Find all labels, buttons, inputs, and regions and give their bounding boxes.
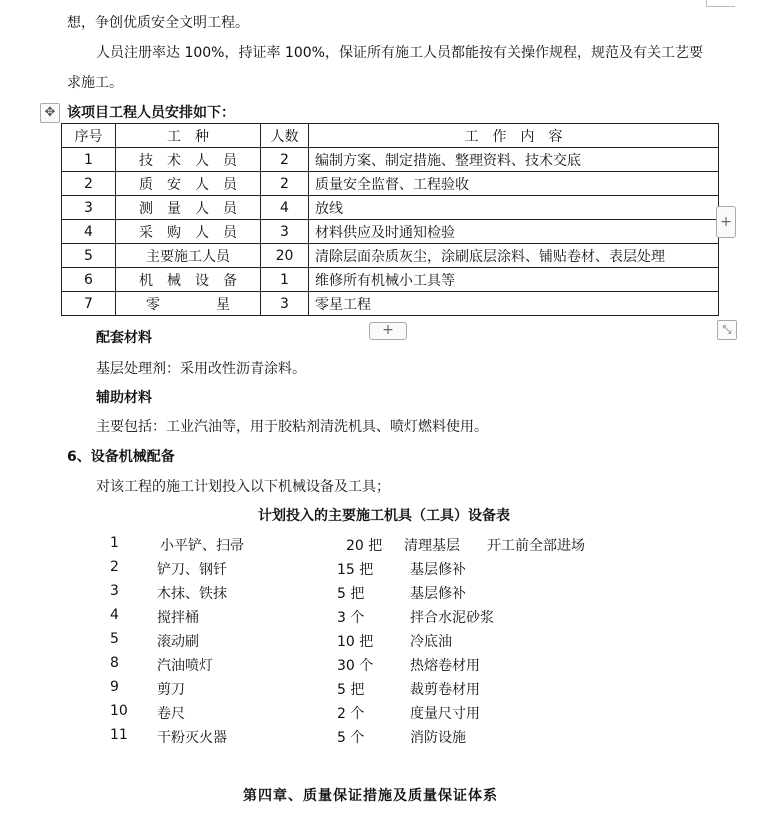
add-row-button[interactable]: + — [369, 322, 407, 340]
add-column-button[interactable]: + — [716, 206, 736, 238]
equip-qty: 30 个 — [337, 658, 374, 674]
equip-no: 5 — [110, 631, 119, 647]
cell-count: 3 — [261, 220, 309, 244]
cell-no: 4 — [62, 220, 116, 244]
cell-type: 机 械 设 备 — [116, 268, 261, 292]
equip-use: 拌合水泥砂浆 — [410, 610, 494, 626]
cell-type: 采 购 人 员 — [116, 220, 261, 244]
table-move-icon[interactable]: ✥ — [40, 103, 60, 123]
cell-content: 编制方案、制定措施、整理资料、技术交底 — [309, 148, 719, 172]
chapter-heading: 第四章、质量保证措施及质量保证体系 — [243, 788, 498, 804]
equip-qty: 2 个 — [337, 706, 365, 722]
table-row — [62, 220, 719, 244]
table-row — [62, 148, 719, 172]
table-resize-icon[interactable]: ⤡ — [717, 320, 737, 340]
equip-qty: 5 把 — [337, 586, 365, 602]
cell-content: 维修所有机械小工具等 — [309, 268, 719, 292]
cell-content: 质量安全监督、工程验收 — [309, 172, 719, 196]
list-item — [0, 679, 778, 703]
cell-count: 4 — [261, 196, 309, 220]
paragraph-2: 人员注册率达 100%，持证率 100%，保证所有施工人员都能按有关操作规程，规范及有关工艺要 — [96, 45, 703, 61]
equip-no: 3 — [110, 583, 119, 599]
page-corner-mark — [706, 0, 735, 7]
equip-no: 8 — [110, 655, 119, 671]
cell-type: 零 星 — [116, 292, 261, 316]
cell-type: 测 量 人 员 — [116, 196, 261, 220]
equip-name: 搅拌桶 — [157, 610, 199, 626]
list-item — [0, 559, 778, 583]
list-item — [0, 631, 778, 655]
equip-no: 9 — [110, 679, 119, 695]
staff-heading: 该项目工程人员安排如下： — [67, 105, 235, 121]
equip-name: 小平铲、扫帚 — [160, 538, 244, 554]
paragraph-3: 求施工。 — [67, 75, 123, 91]
equip-use: 清理基层 — [404, 538, 460, 554]
equip-name: 干粉灭火器 — [157, 730, 227, 746]
cell-content: 材料供应及时通知检验 — [309, 220, 719, 244]
header-count: 人数 — [261, 124, 309, 148]
equip-qty: 20 把 — [346, 538, 383, 554]
cell-no: 2 — [62, 172, 116, 196]
equip-qty: 3 个 — [337, 610, 365, 626]
section-heading: 6、设备机械配备 — [67, 449, 175, 465]
equip-name: 剪刀 — [157, 682, 185, 698]
cell-count: 20 — [261, 244, 309, 268]
equip-use: 热熔卷材用 — [410, 658, 480, 674]
equip-no: 4 — [110, 607, 119, 623]
equip-name: 滚动刷 — [157, 634, 199, 650]
equip-use: 消防设施 — [410, 730, 466, 746]
table-row — [62, 244, 719, 268]
staff-table — [61, 123, 719, 316]
cell-no: 5 — [62, 244, 116, 268]
table-row — [62, 172, 719, 196]
cell-no: 7 — [62, 292, 116, 316]
paragraph-1: 想，争创优质安全文明工程。 — [67, 15, 249, 31]
cell-type: 技 术 人 员 — [116, 148, 261, 172]
aux-heading: 辅助材料 — [96, 390, 152, 406]
equip-no: 2 — [110, 559, 119, 575]
equip-no: 1 — [110, 535, 119, 551]
cell-content: 放线 — [309, 196, 719, 220]
equip-name: 卷尺 — [157, 706, 185, 722]
table-header-row — [62, 124, 719, 148]
equip-no: 10 — [110, 703, 128, 719]
aux-text: 主要包括：工业汽油等，用于胶粘剂清洗机具、喷灯燃料使用。 — [96, 419, 488, 435]
equip-name: 汽油喷灯 — [157, 658, 213, 674]
table-row — [62, 292, 719, 316]
material-text: 基层处理剂：采用改性沥青涂料。 — [96, 361, 306, 377]
cell-type: 主要施工人员 — [116, 244, 261, 268]
equip-qty: 10 把 — [337, 634, 374, 650]
equip-use: 基层修补 — [410, 586, 466, 602]
equip-qty: 5 个 — [337, 730, 365, 746]
equip-name: 木抹、铁抹 — [157, 586, 227, 602]
equip-use: 裁剪卷材用 — [410, 682, 480, 698]
cell-count: 3 — [261, 292, 309, 316]
equip-use: 基层修补 — [410, 562, 466, 578]
section-text: 对该工程的施工计划投入以下机械设备及工具； — [96, 479, 390, 495]
equip-note: 开工前全部进场 — [487, 538, 585, 554]
list-item — [0, 703, 778, 727]
table-row — [62, 268, 719, 292]
list-item — [0, 727, 778, 751]
equipment-title: 计划投入的主要施工机具（工具）设备表 — [258, 508, 510, 524]
equip-use: 度量尺寸用 — [410, 706, 480, 722]
list-item — [0, 607, 778, 631]
header-content: 工 作 内 容 — [309, 124, 719, 148]
cell-content: 清除层面杂质灰尘，涂刷底层涂料、铺贴卷材、表层处理 — [309, 244, 719, 268]
cell-content: 零星工程 — [309, 292, 719, 316]
cell-count: 2 — [261, 148, 309, 172]
cell-no: 3 — [62, 196, 116, 220]
equip-qty: 15 把 — [337, 562, 374, 578]
cell-type: 质 安 人 员 — [116, 172, 261, 196]
table-row — [62, 196, 719, 220]
material-heading: 配套材料 — [96, 330, 152, 346]
cell-count: 1 — [261, 268, 309, 292]
list-item — [0, 583, 778, 607]
cell-count: 2 — [261, 172, 309, 196]
cell-no: 6 — [62, 268, 116, 292]
list-item — [0, 535, 778, 559]
header-type: 工 种 — [116, 124, 261, 148]
equip-no: 11 — [110, 727, 128, 743]
list-item — [0, 655, 778, 679]
header-no: 序号 — [62, 124, 116, 148]
equip-name: 铲刀、钢钎 — [157, 562, 227, 578]
equip-qty: 5 把 — [337, 682, 365, 698]
equip-use: 冷底油 — [410, 634, 452, 650]
cell-no: 1 — [62, 148, 116, 172]
